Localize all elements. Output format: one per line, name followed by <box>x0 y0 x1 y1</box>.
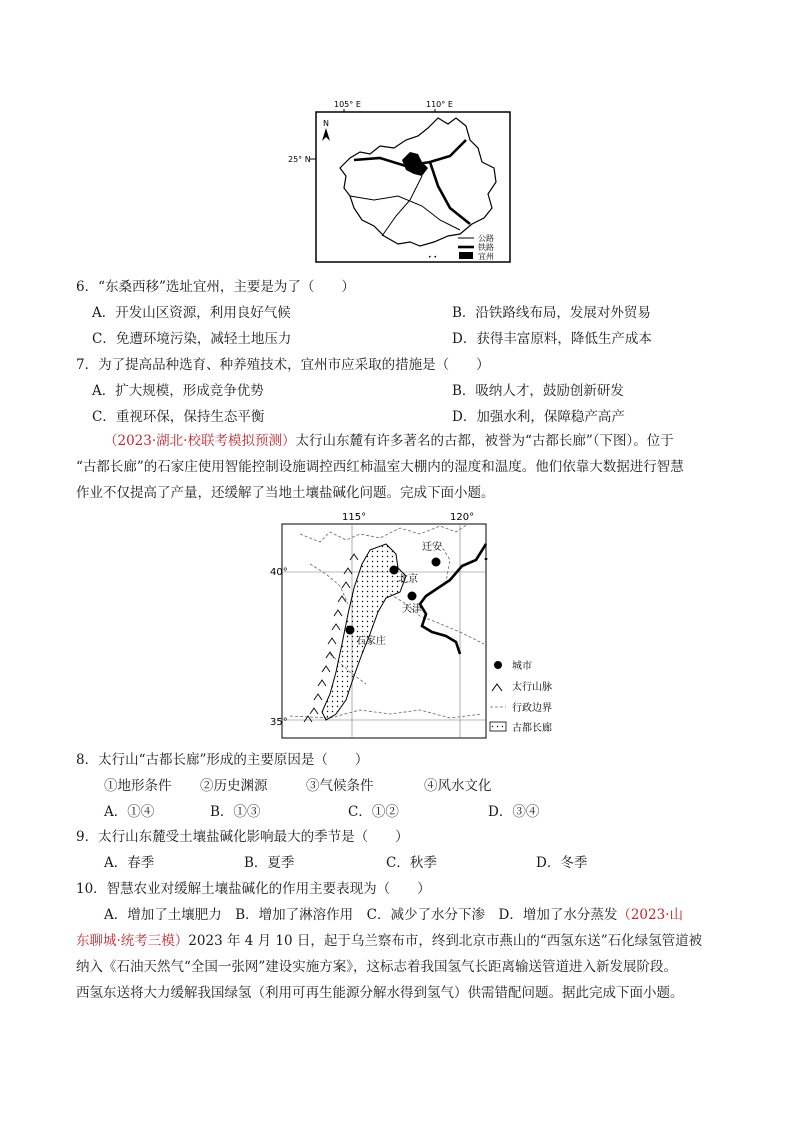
q8-item-3: ③气候条件 <box>306 778 374 794</box>
q9-option-a[interactable]: A．春季 <box>104 855 155 871</box>
passage2-line3: 西氢东送将大力缓解我国绿氢（利用可再生能源分解水得到氢气）供需错配问题。据此完成下面小题。 <box>76 985 684 1001</box>
passage1-line3: 作业不仅提高了产量，还缓解了当地土壤盐碱化问题。完成下面小题。 <box>76 485 495 501</box>
svg-text:N: N <box>323 119 329 128</box>
passage2-line1: 东聊城·统考三模）2023 年 4 月 10 日，起于乌兰察布市，终到北京市燕山的“西氢东送”石化绿氢管道被 <box>76 933 703 949</box>
q8-item-2: ②历史渊源 <box>200 778 268 794</box>
q7-option-d[interactable]: D．加强水利，保障稳产高产 <box>452 409 625 425</box>
map2-lon1-label: 115° <box>342 512 367 523</box>
map1-lon-right-label: 110° E <box>426 100 453 109</box>
map1-lat-label: 25° N <box>288 155 311 164</box>
legend-mountain: 太行山脉 <box>512 682 552 693</box>
q8-option-a[interactable]: A．①④ <box>104 804 155 820</box>
map2-lon2-label: 120° <box>450 512 475 523</box>
legend-corridor-icon <box>490 722 506 731</box>
q10-option-a[interactable]: A．增加了土壤肥力 <box>104 907 222 923</box>
guangxi-map <box>288 96 516 266</box>
svg-text:• •: • • <box>428 254 437 261</box>
north-arrow-icon <box>322 119 330 141</box>
city-dot-tianjin <box>408 592 417 601</box>
q6-option-d[interactable]: D．获得丰富原料，降低生产成本 <box>452 331 652 347</box>
q8-item-4: ④风水文化 <box>424 778 492 794</box>
q7-option-a[interactable]: A．扩大规模，形成竞争优势 <box>92 383 264 399</box>
map2-legend <box>490 659 552 734</box>
q6-option-c[interactable]: C．免遭环境污染，减轻土地压力 <box>92 331 292 347</box>
q9-option-c[interactable]: C．秋季 <box>386 855 437 871</box>
q8-stem: 8．太行山“古都长廊”形成的主要原因是（ ） <box>76 752 369 768</box>
legend-yizhou: 宜州 <box>478 252 494 261</box>
legend-railway: 铁路 <box>478 243 494 252</box>
passage1-source: （2023·湖北·校联考模拟预测） <box>104 433 296 449</box>
q8-item-1: ①地形条件 <box>104 778 172 794</box>
city-label-qianan: 迁安 <box>422 542 442 553</box>
q10-option-d[interactable]: D．增加了水分蒸发 <box>498 907 618 923</box>
q8-option-b[interactable]: B．①③ <box>210 804 261 820</box>
passage2-line2: 纳入《石油天然气“全国一张网”建设实施方案》，这标志着我国氢气长距离输送管道进入新发展阶段。 <box>76 959 678 975</box>
map2-lat1-label: 40° <box>270 567 288 578</box>
passage2-source-part1: （2023·山 <box>617 907 683 923</box>
q10-option-b[interactable]: B．增加了淋溶作用 <box>235 907 354 923</box>
q6-option-b[interactable]: B．沿铁路线布局，发展对外贸易 <box>452 305 651 321</box>
q7-stem: 7．为了提高品种选育、种养殖技术，宜州市应采取的措施是（ ） <box>76 357 490 373</box>
q9-option-d[interactable]: D．冬季 <box>536 855 588 871</box>
q8-option-c[interactable]: C．①② <box>348 804 399 820</box>
passage1-line1: （2023·湖北·校联考模拟预测）太行山东麓有许多著名的古都，被誉为“古都长廊”（下图）。位于 <box>104 433 674 449</box>
province-outline <box>340 118 496 246</box>
legend-city: 城市 <box>512 661 532 672</box>
q9-option-b[interactable]: B．夏季 <box>244 855 295 871</box>
city-label-shijiazhuang: 石家庄 <box>356 636 386 647</box>
q10-stem: 10．智慧农业对缓解土壤盐碱化的作用主要表现为（ ） <box>76 881 431 897</box>
road-line <box>350 176 460 236</box>
q7-option-c[interactable]: C．重视环保，保持生态平衡 <box>92 409 265 425</box>
legend-corridor: 古都长廊 <box>512 723 552 734</box>
q6-stem: 6．“东桑西移”选址宜州，主要是为了（ ） <box>76 279 355 295</box>
map2-lat2-label: 35° <box>270 717 288 728</box>
legend-border: 行政边界 <box>512 703 552 714</box>
passage1-line2: “古都长廊”的石家庄使用智能控制设施调控西红柿温室大棚内的湿度和温度。他们依靠大数据进行智慧 <box>76 459 684 475</box>
map1-lon-left-label: 105° E <box>334 100 361 109</box>
q7-option-b[interactable]: B．吸纳人才，鼓励创新研发 <box>452 383 624 399</box>
legend-city-icon <box>494 661 502 669</box>
q9-stem: 9．太行山东麓受土壤盐碱化影响最大的季节是（ ） <box>76 829 409 845</box>
q6-option-a[interactable]: A．开发山区资源，利用良好气候 <box>92 305 291 321</box>
coastline <box>420 544 486 654</box>
q10-option-c[interactable]: C．减少了水分下渗 <box>366 907 486 923</box>
q10-options-line <box>104 902 683 928</box>
city-dot-shijiazhuang <box>346 626 355 635</box>
map1-legend <box>458 233 494 261</box>
passage2-source-part2: 东聊城·统考三模） <box>76 933 189 949</box>
legend-mountain-icon <box>492 684 502 691</box>
taihang-map <box>270 504 576 744</box>
q8-option-d[interactable]: D．③④ <box>488 804 540 820</box>
city-dot-qianan <box>432 558 441 567</box>
city-label-tianjin: 天津 <box>402 604 422 615</box>
legend-road: 公路 <box>478 234 494 243</box>
city-label-beijing: 北京 <box>398 574 418 585</box>
